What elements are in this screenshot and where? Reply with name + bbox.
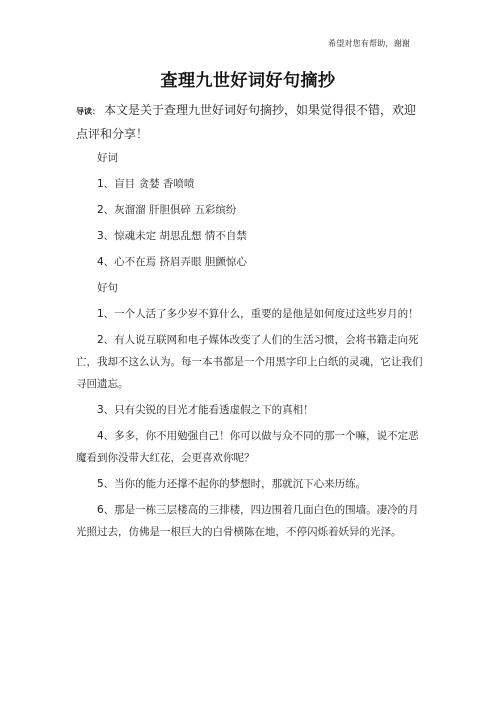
sentence-item: 4、多多，你不用勉强自己！你可以做与众不同的那一个嘛，说不定恶魔看到你没带大红花，会更喜欢你呢？ bbox=[76, 430, 419, 464]
words-heading: 好词 bbox=[97, 152, 118, 164]
intro-text: 本文是关于查理九世好词好句摘抄，如果觉得很不错，欢迎点评和分享！ bbox=[76, 103, 417, 141]
sentence-item: 3、只有尖锐的目光才能看透虚假之下的真相！ bbox=[97, 404, 314, 416]
document-body bbox=[76, 147, 424, 547]
word-item: 1、盲目 贪婪 香喷喷 bbox=[97, 178, 195, 190]
sentence-item: 1、一个人活了多少岁不算什么，重要的是他是如何度过这些岁月的！ bbox=[97, 308, 419, 320]
word-item: 4、心不在焉 挤眉弄眼 胆颤惊心 bbox=[97, 256, 247, 268]
sentence-item: 5、当你的能力还撑不起你的梦想时，那就沉下心来历练。 bbox=[97, 478, 367, 490]
intro-paragraph bbox=[76, 99, 426, 145]
sentence-item: 6、那是一栋三层楼高的三排楼，四边围着几面白色的围墙。凄冷的月光照过去，仿佛是一根巨大的白骨横陈在地，不停闪烁着妖异的光泽。 bbox=[76, 504, 419, 538]
header-note: 希望对您有帮助，谢谢 bbox=[328, 39, 410, 48]
sentences-heading: 好句 bbox=[97, 282, 118, 294]
document-title: 查理九世好词好句摘抄 bbox=[160, 71, 336, 91]
sentence-item: 2、有人说互联网和电子媒体改变了人们的生活习惯，会将书籍走向死亡，我却不这么认为。每一本书都是一个用黑字印上白纸的灵魂，它让我们寻回遗忘。 bbox=[76, 334, 423, 390]
word-item: 3、惊魂未定 胡思乱想 情不自禁 bbox=[97, 230, 247, 242]
intro-label: 导读： bbox=[76, 107, 100, 116]
word-item: 2、灰溜溜 肝胆俱碎 五彩缤纷 bbox=[97, 204, 237, 216]
